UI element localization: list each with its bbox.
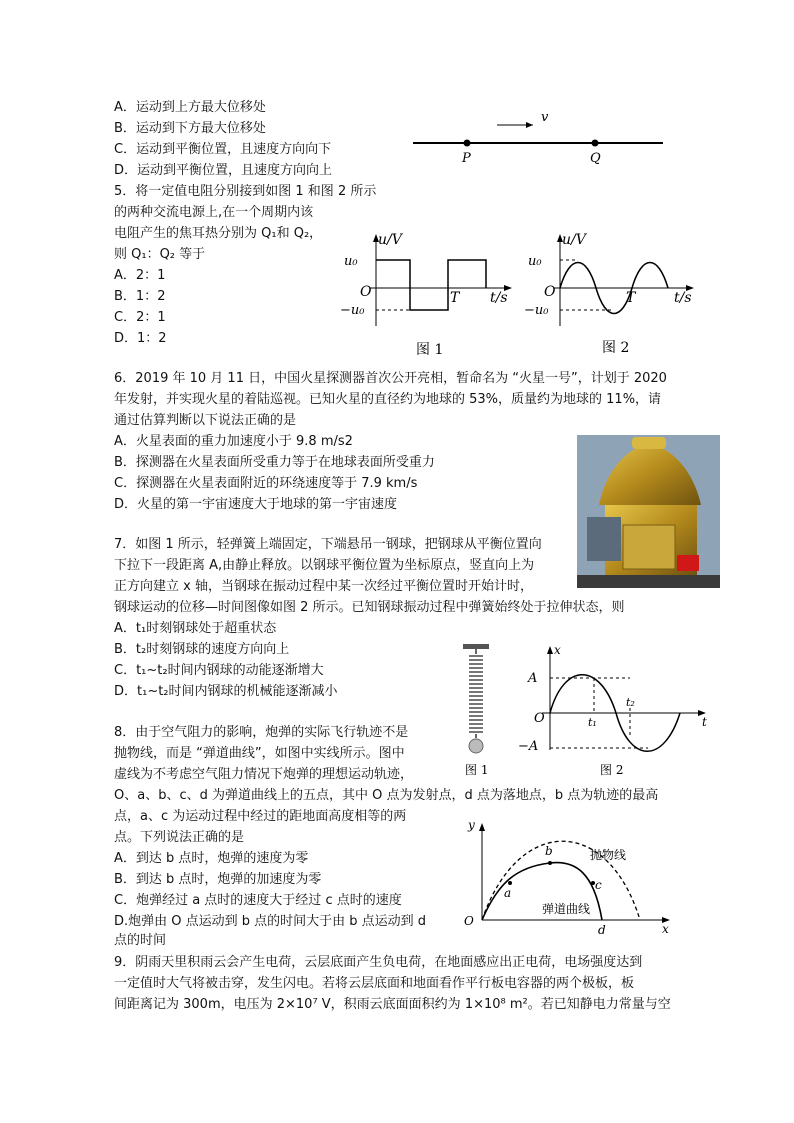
q8-stem-line1: 8．由于空气阻力的影响，炮弹的实际飞行轨迹不是 [114, 725, 409, 740]
svg-text:y: y [468, 818, 475, 832]
svg-text:x: x [662, 922, 669, 936]
q7-figure-2-graph [512, 640, 712, 780]
svg-text:O: O [360, 284, 372, 300]
parabola-label: 抛物线 [590, 848, 627, 862]
q5-option-d: D．1：2 [114, 331, 167, 346]
q5-option-a: A．2：1 [114, 268, 166, 283]
q8-stem-line3: 虚线为不考虑空气阻力情况下炮弹的理想运动轨迹， [114, 767, 414, 782]
point-q [592, 140, 599, 147]
q8-stem-line6: 点。下列说法正确的是 [114, 830, 245, 845]
svg-text:d: d [598, 923, 606, 937]
q4-option-a: A．运动到上方最大位移处 [114, 100, 266, 115]
graph-caption: 图 2 [600, 763, 624, 777]
q6-option-c: C．探测器在火星表面附近的环绕速度等于 7.9 km/s [114, 476, 418, 491]
fig1-caption: 图 1 [416, 342, 444, 358]
label-p: P [462, 151, 471, 166]
svg-text:O: O [534, 711, 545, 726]
q7-stem-line3: 正方向建立 x 轴，当钢球在振动过程中某一次经过平衡位置时开始计时， [114, 579, 533, 594]
svg-text:t/s: t/s [490, 290, 508, 306]
q7-figure-1-spring [455, 642, 495, 780]
q7-stem-line1: 7．如图 1 所示，轻弹簧上端固定，下端悬吊一钢球，把钢球从平衡位置向 [114, 537, 542, 552]
q9-stem-line3: 间距离记为 300m，电压为 2×10⁷ V，积雨云底面面积约为 1×10⁸ m²。若已知静电力常量与空 [114, 997, 671, 1012]
q7-stem-line2: 下拉下一段距离 A,由静止释放。以钢球平衡位置为坐标原点，竖直向上为 [114, 558, 535, 573]
square-wave [376, 260, 486, 310]
q6-stem-line3: 通过估算判断以下说法正确的是 [114, 413, 297, 428]
q7-option-a: A．t₁时刻钢球处于超重状态 [114, 621, 277, 636]
svg-text:a: a [504, 886, 512, 900]
q9-stem-line1: 9．阴雨天里积雨云会产生电荷，云层底面产生负电荷，在地面感应出正电荷，电场强度达到 [114, 955, 643, 970]
svg-text:b: b [545, 844, 553, 858]
q5-figure-2 [522, 228, 702, 360]
q7-stem-line4: 钢球运动的位移—时间图像如图 2 所示。已知钢球振动过程中弹簧始终处于拉伸状态，则 [114, 600, 625, 615]
q4-wave-figure [405, 105, 670, 170]
label-q: Q [590, 151, 601, 166]
svg-text:O: O [464, 914, 474, 928]
q5-figure-1 [338, 228, 518, 360]
mars-probe-photo [577, 435, 720, 588]
q5-stem-line1: 5．将一定值电阻分别接到如图 1 和图 2 所示 [114, 184, 377, 199]
svg-text:t₁: t₁ [588, 716, 597, 729]
q6-stem-line1: 6．2019 年 10 月 11 日，中国火星探测器首次公开亮相，暂命名为 “火星一号”，计划于 2020 [114, 371, 667, 386]
q8-stem-line2: 抛物线，而是 “弹道曲线”，如图中实线所示。图中 [114, 746, 405, 761]
point-p [464, 140, 471, 147]
q6-option-d: D．火星的第一宇宙速度大于地球的第一宇宙速度 [114, 497, 398, 512]
q7-option-d: D．t₁~t₂时间内钢球的机械能逐渐减小 [114, 684, 338, 699]
svg-text:−u₀: −u₀ [340, 303, 365, 318]
q8-trajectory-figure [458, 815, 680, 937]
spring-caption: 图 1 [465, 763, 489, 777]
q8-option-a: A．到达 b 点时，炮弹的速度为零 [114, 851, 309, 866]
q5-option-c: C．2：1 [114, 310, 166, 325]
svg-text:u/V: u/V [562, 232, 586, 248]
svg-text:x: x [554, 643, 561, 657]
q7-option-b: B．t₂时刻钢球的速度方向向上 [114, 642, 290, 657]
q4-option-d: D．运动到平衡位置，且速度方向向上 [114, 163, 333, 178]
q5-stem-line3: 电阻产生的焦耳热分别为 Q₁和 Q₂， [114, 226, 323, 241]
svg-text:u₀: u₀ [344, 254, 358, 269]
q8-option-c: C．炮弹经过 a 点时的速度大于经过 c 点时的速度 [114, 893, 402, 908]
q5-stem-line4: 则 Q₁：Q₂ 等于 [114, 247, 206, 262]
q6-option-b: B．探测器在火星表面所受重力等于在地球表面所受重力 [114, 455, 435, 470]
svg-text:−u₀: −u₀ [524, 303, 549, 318]
q8-option-d: D.炮弹由 O 点运动到 b 点的时间大于由 b 点运动到 d [114, 914, 427, 929]
arrow-head-icon [526, 122, 533, 128]
svg-text:O: O [544, 284, 556, 300]
ballistic-label: 弹道曲线 [542, 902, 591, 916]
svg-text:−A: −A [518, 739, 539, 754]
svg-text:u/V: u/V [378, 232, 402, 248]
q8-stem-line4: O、a、b、c、d 为弹道曲线上的五点，其中 O 点为发射点，d 点为落地点，b 点为轨迹的最高 [114, 788, 659, 803]
q4-option-c: C．运动到平衡位置，且速度方向向下 [114, 142, 332, 157]
q4-option-b: B．运动到下方最大位移处 [114, 121, 266, 136]
q5-option-b: B．1：2 [114, 289, 166, 304]
svg-text:t: t [702, 715, 707, 729]
fig2-caption: 图 2 [602, 340, 630, 356]
q8-stem-line5: 点，a、c 为运动过程中经过的距地面高度相等的两 [114, 809, 407, 824]
q7-option-c: C．t₁~t₂时间内钢球的动能逐渐增大 [114, 663, 324, 678]
q8-option-b: B．到达 b 点时，炮弹的加速度为零 [114, 872, 322, 887]
q6-option-a: A．火星表面的重力加速度小于 9.8 m/s2 [114, 434, 353, 449]
svg-text:T: T [450, 290, 460, 306]
svg-text:t₂: t₂ [626, 696, 635, 709]
q9-stem-line2: 一定值时大气将被击穿，发生闪电。若将云层底面和地面看作平行板电容器的两个极板，板 [114, 976, 635, 991]
q5-stem-line2: 的两种交流电源上,在一个周期内该 [114, 205, 314, 220]
svg-text:A: A [528, 671, 538, 686]
q8-option-d-cont: 点的时间 [114, 933, 167, 948]
q6-stem-line2: 年发射，并实现火星的着陆巡视。已知火星的直径约为地球的 53%，质量约为地球的 11%，请 [114, 392, 662, 407]
svg-text:u₀: u₀ [528, 254, 542, 269]
svg-text:t/s: t/s [674, 290, 692, 306]
svg-text:c: c [595, 878, 602, 892]
svg-text:T: T [626, 290, 636, 306]
velocity-label: v [541, 110, 549, 125]
